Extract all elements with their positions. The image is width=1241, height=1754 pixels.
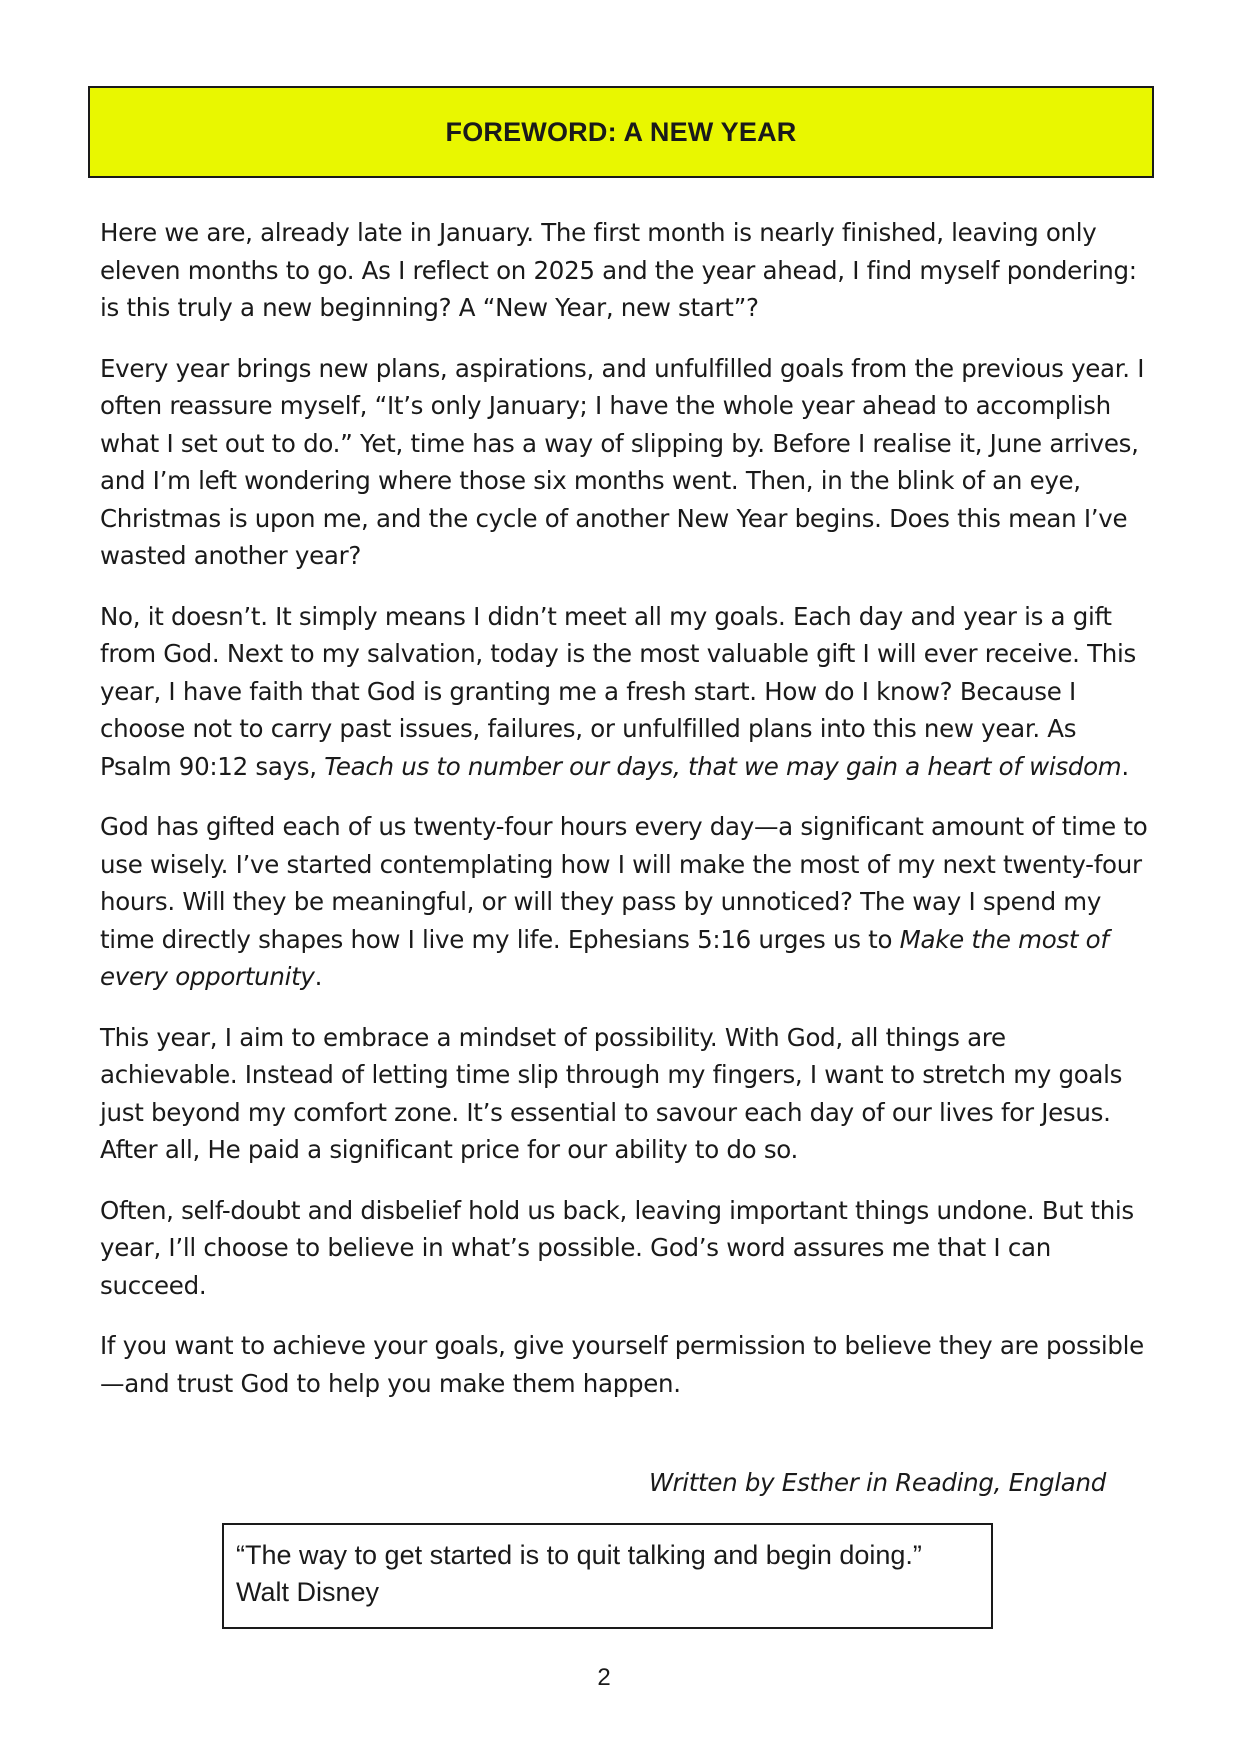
paragraph-4-end: .	[314, 962, 323, 991]
psalm-quote: Teach us to number our days, that we may gain a heart of wisdom	[324, 751, 1122, 781]
title-banner	[88, 86, 1154, 178]
quote-text: “The way to get started is to quit talking and begin doing.”	[236, 1540, 922, 1570]
author-signature: Written by Esther in Reading, England	[648, 1468, 1106, 1497]
paragraph-6: Often, self-doubt and disbelief hold us back, leaving important things undone. But this year, I’ll choose to believe in what’s possible. God’s word assures me that I can succeed.	[100, 1195, 1134, 1300]
paragraph-3-end: .	[1121, 751, 1129, 781]
paragraph-2: Every year brings new plans, aspirations, and unfulfilled goals from the previous year. I often reassure myself, “It’s only January; I have the whole year ahead to accomplish what I set out to do.” Yet, time has a way of slipping by. Before I realise it, June arrives, and I’m left wondering where those six months went. Then, in the blink of an eye, Christmas is upon me, and the cycle of another New Year begins. Does this mean I’ve wasted another year?	[100, 353, 1145, 570]
page-title: FOREWORD: A NEW YEAR	[445, 116, 797, 147]
article-body	[100, 214, 1150, 1425]
paragraph-3-text: No, it doesn’t. It simply means I didn’t meet all my goals. Each day and year is a gift from God. Next to my salvation, today is the most valuable gift I will ever receive. This year, I have faith that God is granting me a fresh start. How do I know? Because I choose not to carry past issues, failures, or unfulfilled plans into this new year. As Psalm 90:12 says,	[100, 601, 1136, 781]
paragraph-5: This year, I aim to embrace a mindset of possibility. With God, all things are achievable. Instead of letting time slip through my fingers, I want to stretch my goals just beyond my comfort zone. It’s essential to savour each day of our lives for Jesus. After all, He paid a significant price for our ability to do so.	[100, 1022, 1123, 1164]
ephesians-quote: Make the most of every opportunity	[100, 924, 1109, 991]
paragraph-1: Here we are, already late in January. The first month is nearly finished, leaving only eleven months to go. As I reflect on 2025 and the year ahead, I find myself pondering: is this truly a new beginning? A “New Year, new start”?	[100, 218, 1137, 322]
paragraph-3	[100, 598, 1150, 786]
paragraph-4	[100, 808, 1150, 996]
page-number: 2	[597, 1664, 611, 1691]
quote-author: Walt Disney	[236, 1577, 380, 1607]
paragraph-7: If you want to achieve your goals, give yourself permission to believe they are possible—and trust God to help you make them happen.	[100, 1331, 1144, 1398]
paragraph-4-text: God has gifted each of us twenty-four hours every day—a significant amount of time to use wisely. I’ve started contemplating how I will make the most of my next twenty-four hours. Will they be meaningful, or will they pass by unnoticed? The way I spend my time directly shapes how I live my life. Ephesians 5:16 urges us to	[100, 812, 1148, 954]
quote-box	[222, 1523, 993, 1629]
